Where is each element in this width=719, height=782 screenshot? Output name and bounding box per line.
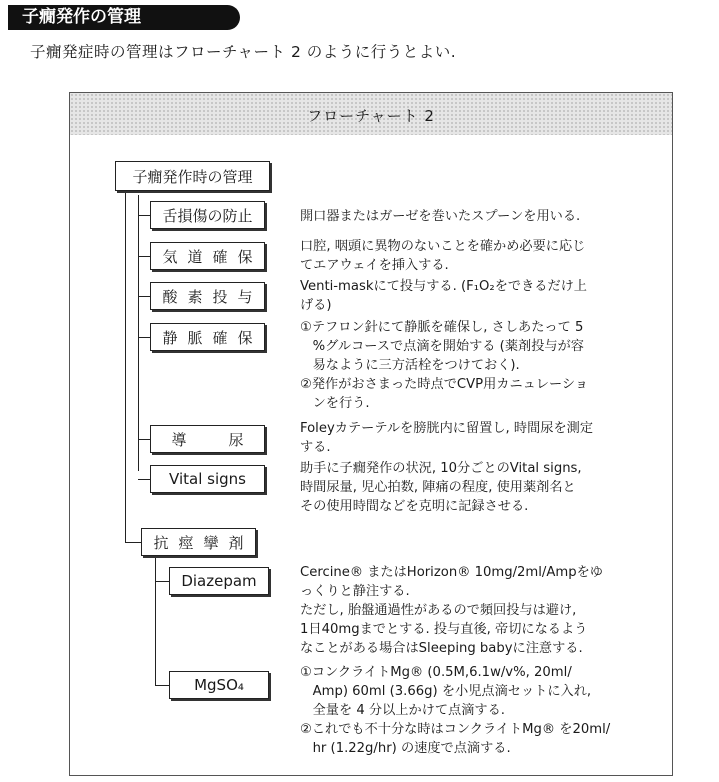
flowchart-panel bbox=[69, 92, 673, 776]
item-box-airway bbox=[150, 242, 265, 270]
connector-item-4 bbox=[138, 337, 150, 338]
item-label: 導尿 bbox=[171, 430, 286, 449]
flowchart-header bbox=[70, 93, 672, 135]
item-box-tongue-protection bbox=[150, 201, 265, 229]
item-box-vital-signs bbox=[150, 465, 265, 493]
connector-anticonvulsant bbox=[125, 542, 141, 543]
intro-text: 子癇発症時の管理はフローチャート 2 のように行うとよい. bbox=[30, 43, 457, 61]
section-title: 子癇発作の管理 bbox=[8, 5, 240, 30]
item-label: Vital signs bbox=[169, 470, 246, 488]
anticonvulsant-box bbox=[141, 528, 256, 556]
item-label: 静脈確保 bbox=[162, 328, 263, 347]
item-desc-oxygen: Venti-maskにて投与する. (F₁O₂をできるだけ上 げる) bbox=[300, 279, 587, 313]
connector-diazepam bbox=[155, 581, 169, 582]
item-box-oxygen bbox=[150, 282, 265, 310]
connector-item-1 bbox=[138, 215, 150, 216]
sub-label: MgSO₄ bbox=[194, 676, 244, 694]
item-label: 舌損傷の防止 bbox=[162, 206, 253, 225]
item-label: 気道確保 bbox=[162, 247, 263, 266]
item-desc-catheter: Foleyカテーテルを膀胱内に留置し, 時間尿を測定 する. bbox=[300, 421, 594, 455]
sub-trunk-line bbox=[138, 195, 139, 471]
sub-box-diazepam bbox=[169, 567, 269, 595]
connector-item-2 bbox=[138, 256, 150, 257]
item-box-catheter bbox=[150, 425, 286, 453]
item-box-iv-access bbox=[150, 323, 265, 351]
item-desc-vital-signs: 助手に子癇発作の状況, 10分ごとのVital signs, 時間尿量, 児心拍数, 陣痛の程度, 使用薬剤名と その使用時間などを克明に記録させる. bbox=[300, 461, 582, 514]
anticonvulsant-trunk-line bbox=[155, 552, 156, 685]
connector-item-3 bbox=[138, 296, 150, 297]
item-desc-iv-access: ①テフロン針にて静脈を確保し, さしあたって 5 %グルコースで点滴を開始する (薬剤投与が容 易なように三方活栓をつけておく). ②発作がおさまった時点でCVP用カニュレーショ ンを行う. bbox=[300, 320, 589, 411]
connector-mgso4 bbox=[155, 685, 169, 686]
connector-item-5 bbox=[138, 439, 150, 440]
main-trunk-line bbox=[125, 189, 126, 542]
item-desc-airway: 口腔, 咽頭に異物のないことを確かめ必要に応じ てエアウェイを挿入する. bbox=[300, 239, 586, 273]
item-desc-tongue-protection: 開口器またはガーゼを巻いたスプーンを用いる. bbox=[300, 209, 581, 224]
connector-item-6 bbox=[138, 479, 150, 480]
item-label: 酸素投与 bbox=[162, 287, 263, 306]
flowchart-title: フローチャート 2 bbox=[307, 107, 435, 125]
root-box bbox=[115, 161, 270, 191]
sub-label: Diazepam bbox=[181, 572, 257, 590]
sub-box-mgso4 bbox=[169, 671, 269, 699]
sub-desc-mgso4: ①コンクライトMg® (0.5M,6.1w/v%, 20ml/ Amp) 60ml (3.66g) を小児点滴セットに入れ, 全量を 4 分以上かけて点滴する. ②これでも不十分な時はコンクライトMg® を20ml/ hr (1.22g/hr) の速度で点滴する. bbox=[300, 665, 611, 756]
sub-desc-diazepam: Cercine® またはHorizon® 10mg/2ml/Ampをゆ っくりと静注する. ただし, 胎盤通過性があるので頻回投与は避け, 1日40mgまでとする. 投与直後, 帝切になるよう なことがある場合はSleeping babyに注意する. bbox=[300, 565, 603, 656]
root-label: 子癇発作時の管理 bbox=[132, 167, 253, 186]
anticonvulsant-label: 抗痙攣剤 bbox=[153, 533, 254, 552]
